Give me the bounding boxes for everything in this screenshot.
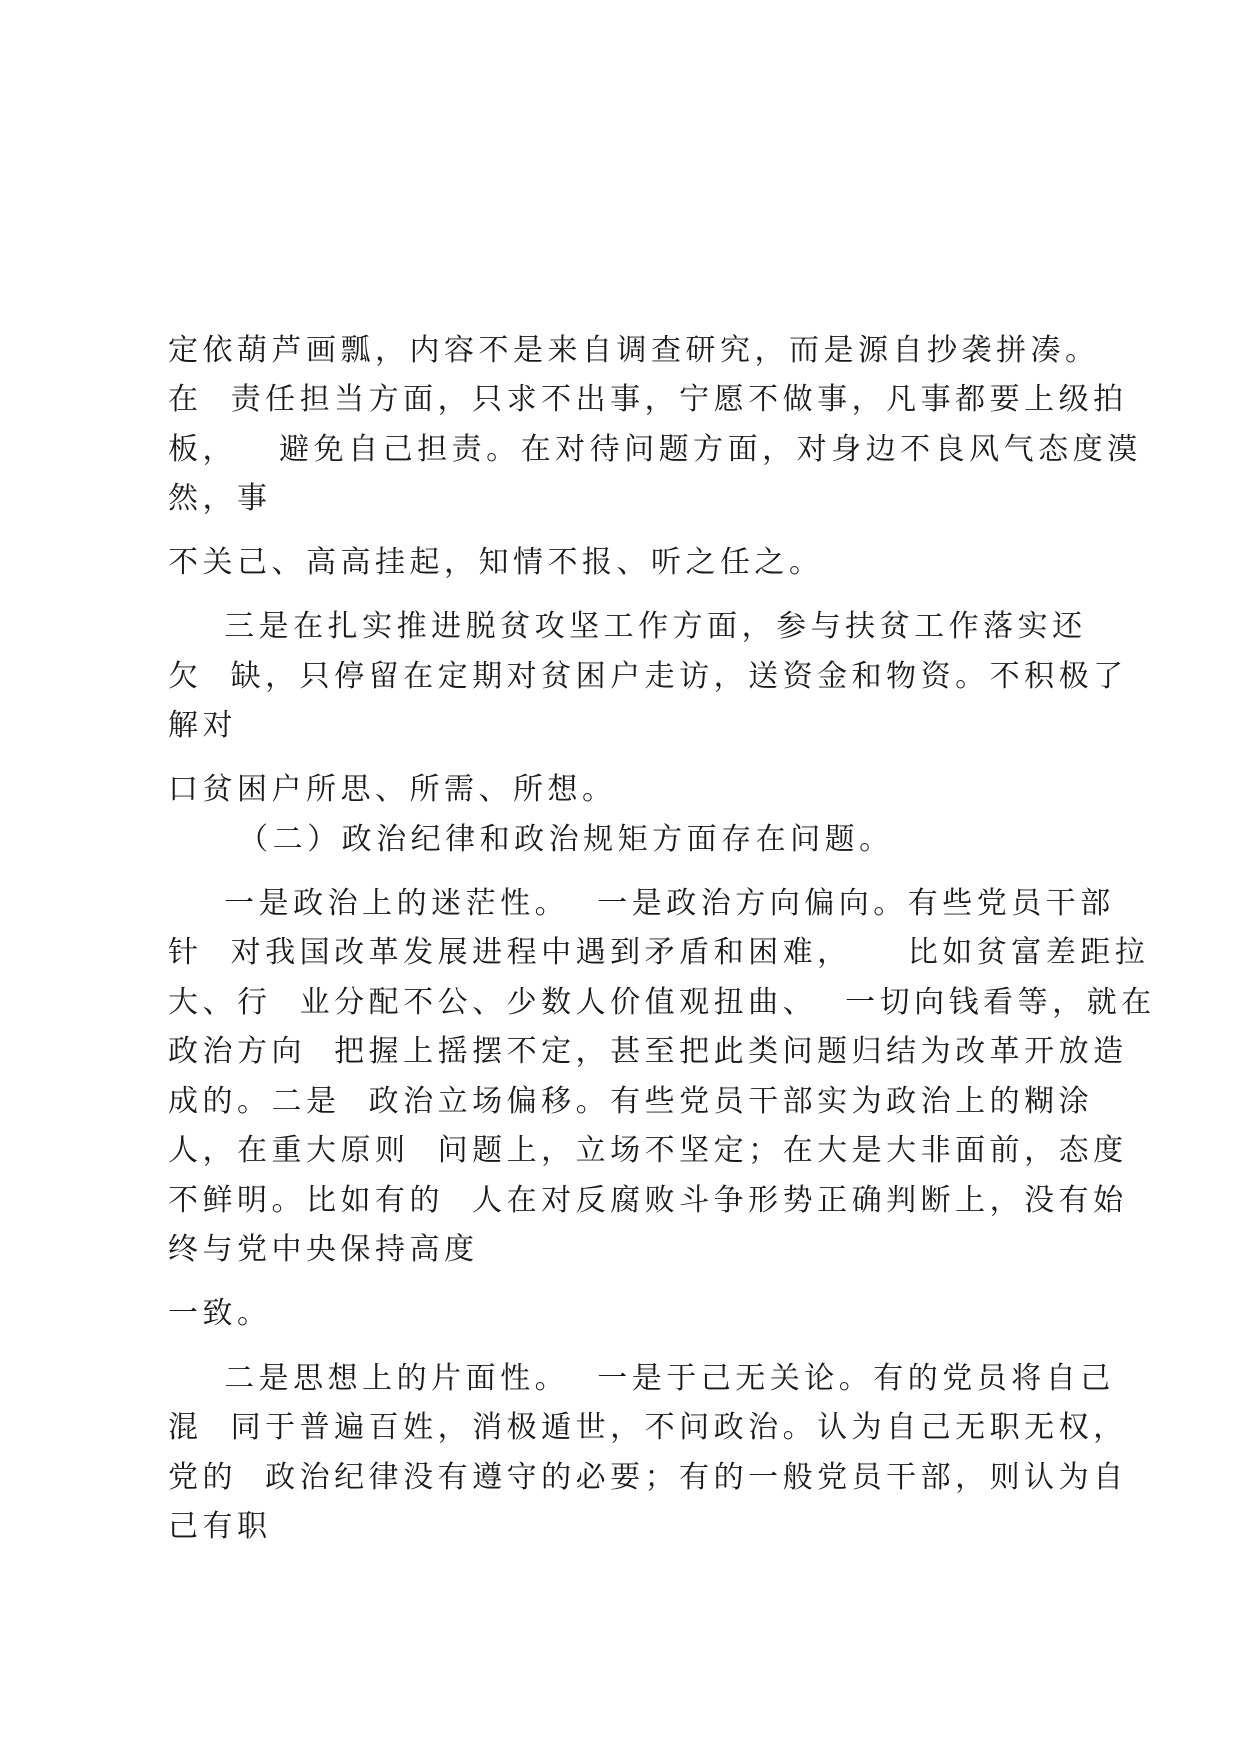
text-line: 然，事 <box>168 481 272 516</box>
text-line: 党的 政治纪律没有遵守的必要；有的一般党员干部，则认为自 <box>168 1460 1128 1495</box>
text-line: 政治方向 把握上摇摆不定，甚至把此类问题归结为改革开放造 <box>168 1034 1128 1069</box>
text-line: 不关己、高高挂起，知情不报、听之任之。 <box>168 545 824 580</box>
text-line: 二是思想上的片面性。 一是于己无关论。有的党员将自己 <box>168 1361 1115 1396</box>
text-line: 针 对我国改革发展进程中遇到矛盾和困难， 比如贫富差距拉 <box>168 935 1150 970</box>
text-line: 三是在扎实推进脱贫攻坚工作方面，参与扶贫工作落实还 <box>168 609 1087 644</box>
text-line: 大、行 业分配不公、少数人价值观扭曲、 一切向钱看等，就在 <box>168 985 1156 1020</box>
text-line: 板， 避免自己担责。在对待问题方面，对身边不良风气态度漠 <box>168 432 1142 467</box>
text-line: 己有职 <box>168 1509 272 1544</box>
text-line: 在 责任担当方面，只求不出事，宁愿不做事，凡事都要上级拍 <box>168 382 1128 417</box>
text-line: 不鲜明。比如有的 人在对反腐败斗争形势正确判断上，没有始 <box>168 1183 1128 1218</box>
text-line: 人，在重大原则 问题上，立场不坚定；在大是大非面前，态度 <box>168 1133 1128 1168</box>
text-line: 终与党中央保持高度 <box>168 1232 479 1267</box>
text-line: 一致。 <box>168 1296 272 1331</box>
text-line: 定依葫芦画瓢，内容不是来自调查研究，而是源自抄袭拼凑。 <box>168 333 1100 368</box>
text-line: 解对 <box>168 708 237 743</box>
text-line: 混 同于普遍百姓，消极遁世，不问政治。认为自己无职无权， <box>168 1410 1128 1445</box>
text-line: 欠 缺，只停留在定期对贫困户走访，送资金和物资。不积极了 <box>168 659 1128 694</box>
section-heading: （二）政治纪律和政治规矩方面存在问题。 <box>168 822 894 857</box>
text-line: 成的。二是 政治立场偏移。有些党员干部实为政治上的糊涂 <box>168 1084 1094 1119</box>
text-line: 口贫困户所思、所需、所想。 <box>168 772 617 807</box>
text-line: 一是政治上的迷茫性。 一是政治方向偏向。有些党员干部 <box>168 886 1115 921</box>
